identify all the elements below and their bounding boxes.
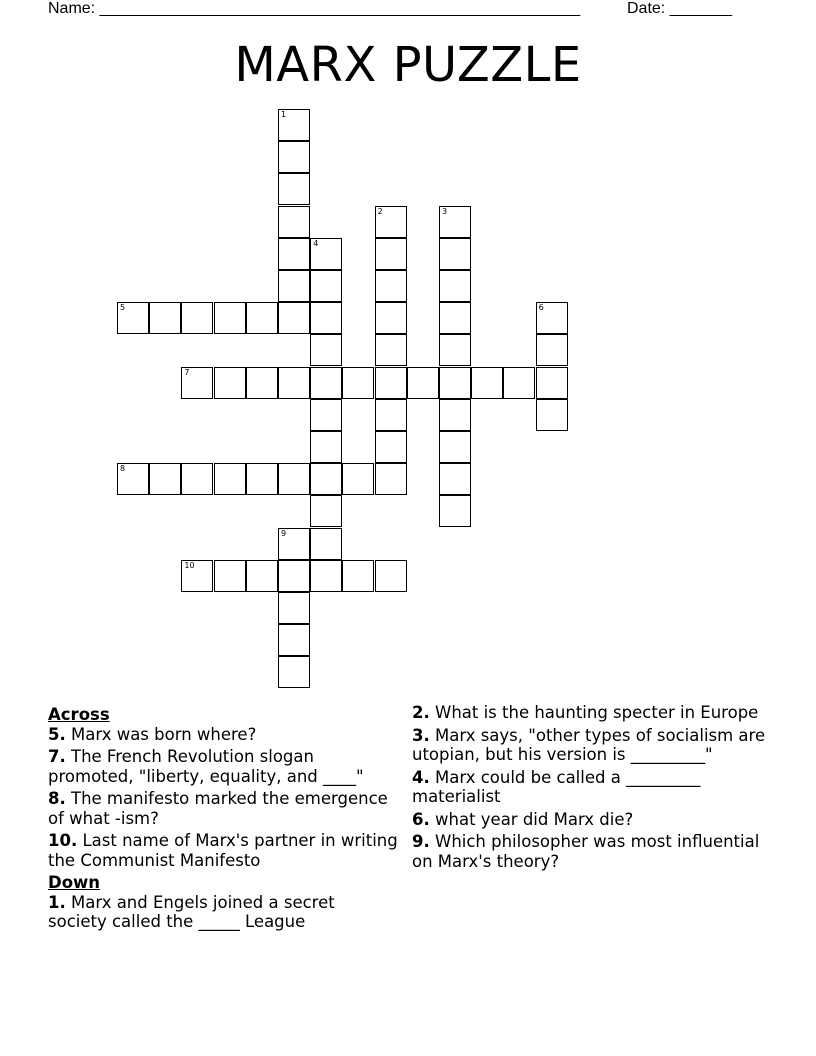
grid-cell[interactable] — [439, 302, 471, 334]
grid-cell[interactable] — [375, 399, 407, 431]
grid-cell[interactable] — [375, 431, 407, 463]
cell-number: 2 — [377, 206, 383, 216]
grid-cell[interactable] — [536, 302, 568, 334]
date-field[interactable]: Date: _______ — [627, 0, 732, 17]
clue-number: 6. — [412, 809, 430, 829]
clue-number: 4. — [412, 767, 430, 787]
grid-cell[interactable] — [181, 302, 213, 334]
grid-cell[interactable] — [310, 367, 342, 399]
grid-cell[interactable] — [439, 495, 471, 527]
grid-cell[interactable] — [310, 463, 342, 495]
grid-cell[interactable] — [375, 238, 407, 270]
grid-cell[interactable] — [310, 238, 342, 270]
grid-cell[interactable] — [214, 367, 246, 399]
grid-cell[interactable] — [503, 367, 535, 399]
grid-cell[interactable] — [278, 656, 310, 688]
grid-cell[interactable] — [246, 367, 278, 399]
grid-cell[interactable] — [214, 302, 246, 334]
grid-cell[interactable] — [149, 463, 181, 495]
grid-cell[interactable] — [375, 206, 407, 238]
clue-number: 10. — [48, 831, 78, 850]
down-heading: Down — [48, 873, 101, 892]
grid-cell[interactable] — [342, 367, 374, 399]
grid-cell[interactable] — [375, 463, 407, 495]
clue-number: 3. — [412, 725, 430, 745]
grid-cell[interactable] — [439, 399, 471, 431]
clue-text: Last name of Marx's partner in writing the Communist Manifesto — [48, 831, 398, 870]
cell-number: 10 — [184, 560, 195, 570]
grid-cell[interactable] — [536, 367, 568, 399]
grid-cell[interactable] — [342, 463, 374, 495]
grid-cell[interactable] — [246, 302, 278, 334]
clue-number: 7. — [48, 747, 66, 766]
grid-cell[interactable] — [439, 238, 471, 270]
grid-cell[interactable] — [310, 528, 342, 560]
clues-right-column — [412, 703, 780, 874]
grid-cell[interactable] — [181, 367, 213, 399]
grid-cell[interactable] — [439, 270, 471, 302]
grid-cell[interactable] — [278, 463, 310, 495]
grid-cell[interactable] — [117, 463, 149, 495]
clue-down-9 — [412, 832, 780, 871]
cell-number: 8 — [120, 464, 126, 474]
clue-number: 9. — [412, 832, 430, 851]
grid-cell[interactable] — [536, 334, 568, 366]
grid-cell[interactable] — [310, 431, 342, 463]
clue-text: Which philosopher was most influential on Marx's theory? — [412, 832, 760, 871]
grid-cell[interactable] — [214, 463, 246, 495]
clue-text: Marx says, "other types of socialism are utopian, but his version is _________" — [412, 725, 766, 764]
grid-cell[interactable] — [375, 302, 407, 334]
grid-cell[interactable] — [439, 367, 471, 399]
clue-across-5 — [48, 725, 398, 745]
grid-cell[interactable] — [278, 206, 310, 238]
grid-cell[interactable] — [310, 270, 342, 302]
grid-cell[interactable] — [278, 592, 310, 624]
name-field[interactable]: Name: ______________________________________________________ — [48, 0, 581, 17]
cell-number: 6 — [538, 303, 544, 313]
grid-cell[interactable] — [278, 173, 310, 205]
clue-down-2 — [412, 703, 780, 723]
grid-cell[interactable] — [246, 560, 278, 592]
clue-across-8 — [48, 789, 398, 828]
clue-down-4 — [412, 768, 780, 807]
grid-cell[interactable] — [278, 367, 310, 399]
grid-cell[interactable] — [342, 560, 374, 592]
grid-cell[interactable] — [278, 238, 310, 270]
clue-down-1 — [48, 893, 398, 932]
grid-cell[interactable] — [246, 463, 278, 495]
clue-down-6 — [412, 810, 780, 830]
cell-number: 9 — [281, 528, 287, 538]
grid-cell[interactable] — [439, 334, 471, 366]
grid-cell[interactable] — [310, 495, 342, 527]
grid-cell[interactable] — [536, 399, 568, 431]
cell-number: 7 — [184, 367, 190, 377]
grid-cell[interactable] — [214, 560, 246, 592]
grid-cell[interactable] — [278, 270, 310, 302]
grid-cell[interactable] — [375, 367, 407, 399]
clue-across-10 — [48, 831, 398, 870]
clue-text: What is the haunting specter in Europe — [435, 703, 759, 722]
grid-cell[interactable] — [117, 302, 149, 334]
puzzle-title: MARX PUZZLE — [234, 37, 582, 93]
grid-cell[interactable] — [439, 463, 471, 495]
grid-cell[interactable] — [375, 560, 407, 592]
cell-number: 4 — [313, 238, 319, 248]
clue-number: 5. — [48, 724, 66, 744]
across-heading: Across — [48, 705, 110, 724]
grid-cell[interactable] — [181, 560, 213, 592]
clue-text: The French Revolution slogan promoted, "liberty, equality, and ____" — [48, 747, 364, 786]
grid-cell[interactable] — [278, 624, 310, 656]
clue-text: Marx and Engels joined a secret society called the _____ League — [48, 892, 335, 931]
grid-cell[interactable] — [278, 560, 310, 592]
grid-cell[interactable] — [278, 302, 310, 334]
grid-cell[interactable] — [181, 463, 213, 495]
clue-text: The manifesto marked the emergence of what -ism? — [48, 789, 388, 828]
grid-cell[interactable] — [278, 109, 310, 141]
clue-across-7 — [48, 747, 398, 786]
clue-number: 8. — [48, 789, 66, 808]
grid-cell[interactable] — [407, 367, 439, 399]
grid-cell[interactable] — [278, 141, 310, 173]
grid-cell[interactable] — [439, 431, 471, 463]
grid-cell[interactable] — [310, 399, 342, 431]
clues-left-column — [48, 703, 398, 935]
clue-number: 2. — [412, 703, 430, 722]
cell-number: 3 — [442, 206, 448, 216]
clue-text: Marx was born where? — [71, 724, 257, 744]
grid-cell[interactable] — [149, 302, 181, 334]
grid-cell[interactable] — [375, 270, 407, 302]
clue-text: what year did Marx die? — [435, 809, 634, 829]
grid-cell[interactable] — [375, 334, 407, 366]
grid-cell[interactable] — [471, 367, 503, 399]
grid-cell[interactable] — [278, 528, 310, 560]
cell-number: 1 — [281, 110, 287, 119]
clue-text: Marx could be called a _________ materialist — [412, 767, 701, 806]
grid-cell[interactable] — [439, 206, 471, 238]
grid-cell[interactable] — [310, 334, 342, 366]
grid-cell[interactable] — [310, 560, 342, 592]
grid-cell[interactable] — [310, 302, 342, 334]
cell-number: 5 — [120, 303, 126, 313]
clue-number: 1. — [48, 892, 66, 912]
clue-down-3 — [412, 726, 780, 765]
